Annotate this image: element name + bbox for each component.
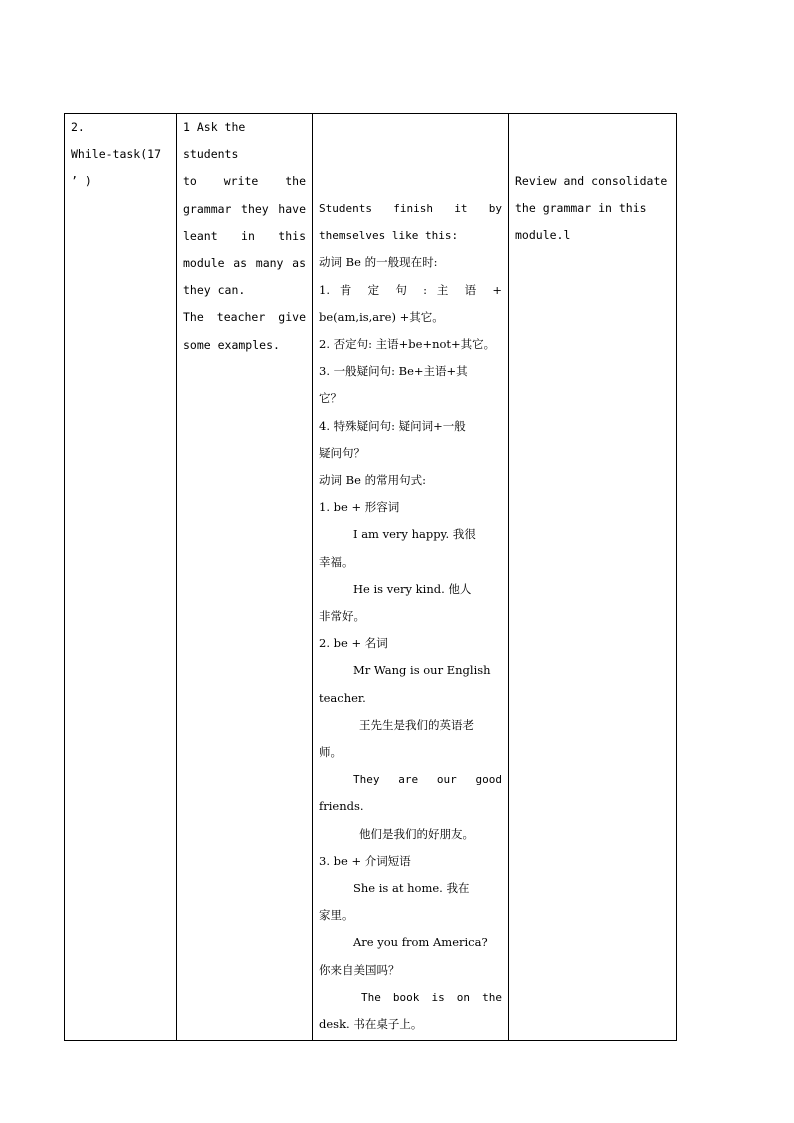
stage-duration: ’ ) xyxy=(71,174,92,189)
purpose-cell xyxy=(509,114,677,1041)
teacher-line: leant in this xyxy=(183,228,306,243)
student-activity-cell xyxy=(313,114,509,1041)
student-line: 动词 Be 的常用句式: xyxy=(319,473,426,488)
teacher-line: some examples. xyxy=(183,337,280,352)
student-line: Are you from America? xyxy=(353,935,488,950)
student-line: 1. be + 形容词 xyxy=(319,500,400,515)
student-line: 4. 特殊疑问句: 疑问词+一般 xyxy=(319,418,466,433)
student-line: 1. 肯 定 句 : 主 语 + xyxy=(319,282,502,297)
student-line: 师。 xyxy=(319,745,342,760)
student-line: She is at home. 我在 xyxy=(353,881,470,896)
student-line: 幸福。 xyxy=(319,554,354,569)
purpose-line: Review and consolidate xyxy=(515,174,668,188)
student-line: be(am,is,are) +其它。 xyxy=(319,309,444,324)
student-line: 它？ xyxy=(319,391,342,406)
student-line: 非常好。 xyxy=(319,609,365,624)
purpose-line: module.l xyxy=(515,228,571,243)
stage-title: While-task(17 xyxy=(71,147,162,162)
teacher-line: 1 Ask the students xyxy=(183,120,246,162)
student-line: The book is on the xyxy=(361,990,502,1004)
student-line: 你来自美国吗？ xyxy=(319,962,400,977)
student-line: 3. 一般疑问句: Be+主语+其 xyxy=(319,364,468,379)
stage-cell xyxy=(65,114,177,1041)
teacher-line: The teacher give xyxy=(183,310,306,325)
student-line: desk. 书在桌子上。 xyxy=(319,1017,423,1032)
teacher-activity-cell xyxy=(177,114,313,1041)
student-line: 2. 否定句: 主语+be+not+其它。 xyxy=(319,337,496,352)
teacher-line: module as many as xyxy=(183,256,306,271)
student-line: teacher. xyxy=(319,690,366,705)
student-line: 他们是我们的好朋友。 xyxy=(359,826,474,841)
student-line: I am very happy. 我很 xyxy=(353,527,476,542)
teacher-line: grammar they have xyxy=(183,201,306,216)
student-line: 动词 Be 的一般现在时: xyxy=(319,255,438,270)
student-line: They are our good xyxy=(353,773,502,787)
student-line: Students finish it by xyxy=(319,202,502,215)
lesson-plan-table xyxy=(64,113,677,1041)
student-line: 王先生是我们的英语老 xyxy=(359,717,474,732)
student-line: themselves like this: xyxy=(319,229,459,243)
student-line: friends. xyxy=(319,799,364,814)
table-row xyxy=(65,114,677,1041)
student-line: 3. be + 介词短语 xyxy=(319,853,411,868)
teacher-line: they can. xyxy=(183,283,246,298)
stage-number: 2. xyxy=(71,120,85,134)
student-line: 家里。 xyxy=(319,908,354,923)
student-line: 疑问句？ xyxy=(319,445,365,460)
purpose-line: the grammar in this xyxy=(515,201,647,216)
student-line: He is very kind. 他人 xyxy=(353,581,472,596)
student-line: Mr Wang is our English xyxy=(353,663,491,678)
student-line: 2. be + 名词 xyxy=(319,636,388,651)
teacher-line: to write the xyxy=(183,174,306,189)
